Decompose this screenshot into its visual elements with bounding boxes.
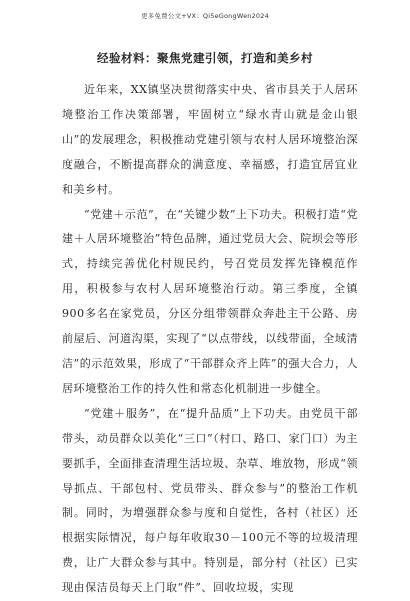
document-title: 经验材料：聚焦党建引领，打造和美乡村 (97, 51, 313, 65)
paragraph: “党建＋服务”，在“提升品质”上下功夫。由党员干部带头，动员群众以美化“三口”（村口、路口、家门口）为主要抓手，全面排查清理生活垃圾、杂草、堆放物，形成“领导抓点、干部包村、党员带头、群众参与”的整治工作机制。同时，为增强群众参与度和自觉性，各村（社区）还根据实际情况，每户每年收取30－100元不等的垃圾清理费，让广大群众参与其中。特别是，部分村（社区）已实现由保洁员每天上门取“件”、回收垃圾，实现 (62, 406, 358, 595)
document-body (62, 78, 358, 601)
paragraph: “党建＋示范”，在“关键少数”上下功夫。积极打造“党建＋人居环境整治”特色品牌，通过党员大会、院坝会等形式，持续完善优化村规民约，号召党员发挥先锋模范作用，积极参与农村人居环境整治行动。第三季度，全镇900多名在家党员，分区分组带领群众奔赴主干公路、房前屋后、河道沟渠，实现了“以点带线，以线带面，全域清洁”的示范效果，形成了“干部群众齐上阵”的强大合力，人居环境整治工作的持久性和常态化机制进一步健全。 (62, 207, 358, 395)
paragraph: 近年来，XX镇坚决贯彻落实中央、省市县关于人居环境整治工作决策部署，牢固树立“绿水青山就是金山银山”的发展理念，积极推动党建引领与农村人居环境整治深度融合，不断提高群众的满意度、幸福感，打造宜居宜业和美乡村。 (62, 83, 358, 196)
header-note: 更多免费公文+VX：Qi5eGongWen2024 (141, 12, 269, 20)
